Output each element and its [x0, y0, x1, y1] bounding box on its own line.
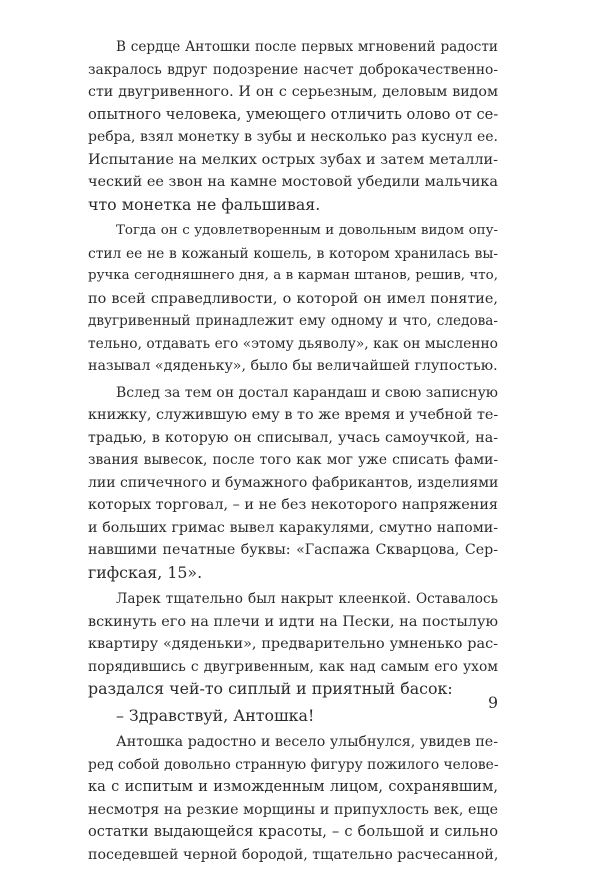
text-line: книжку, служившую ему в то же время и учебной те-: [88, 407, 499, 423]
text-line: опытного человека, умеющего отличить олово от се-: [88, 105, 499, 123]
text-line: называл «дяденьку», было бы величайшей глупостью.: [88, 358, 498, 374]
paragraph: [88, 220, 498, 378]
paragraph: [88, 705, 498, 728]
paragraph: [88, 588, 498, 701]
text-line: звания вывесок, после того как мог уже списать фами-: [88, 452, 498, 468]
text-line: и больших гримас вывел каракулями, смутно напоми-: [88, 519, 498, 536]
text-line: несмотря на резкие морщины и припухлость век, еще: [88, 801, 498, 818]
text-line: традью, в которую он списывал, учась самоучкой, на-: [88, 429, 498, 446]
text-line: Ларек тщательно был накрыт клеенкой. Оставалось: [116, 591, 498, 607]
paragraph: [88, 731, 498, 866]
text-line: квартиру «дяденьки», предварительно умненько рас-: [88, 636, 498, 652]
text-line: поседевшей черной бородой, тщательно расчесанной,: [88, 846, 499, 863]
text-line: ребра, взял монетку в зубы и несколько раз куснул ее.: [88, 129, 498, 145]
text-line: которых торговал, – и не без некоторого напряжения: [88, 497, 498, 513]
text-line: Антошка радостно и весело улыбнулся, увидев пе-: [116, 734, 498, 750]
text-line: раздался чей-то сиплый и приятный басок:: [88, 679, 453, 698]
text-line: гифская, 15».: [88, 562, 203, 582]
page-number: 9: [487, 693, 498, 712]
text-line: по всей справедливости, о которой он имел понятие,: [88, 290, 498, 307]
text-line: стил ее не в кожаный кошель, в котором хранилась вы-: [88, 245, 498, 262]
text-line: ка с испитым и изможденным лицом, сохранявшим,: [88, 778, 498, 795]
text-line: ческий ее звон на камне мостовой убедили мальчика: [88, 174, 498, 190]
text-line: Испытание на мелких острых зубах и затем металли-: [88, 151, 498, 168]
text-line: что монетка не фальшивая.: [88, 194, 321, 214]
text-line: тельно, отдавать его «этому дьяволу», как он мысленно: [88, 335, 498, 352]
text-line: навшими печатные буквы: «Гаспажа Скварцова, Сер-: [88, 542, 498, 558]
text-line: двугривенный принадлежит ему одному и что, следова-: [88, 313, 498, 329]
text-line: сти двугривенного. И он с серьезным, деловым видом: [88, 84, 498, 100]
text-line: Тогда он с удовлетворенным и довольным видом опу-: [116, 223, 498, 238]
text-line: ред собой довольно странную фигуру пожилого челове-: [88, 756, 499, 773]
text-line: – Здравствуй, Антошка!: [116, 705, 315, 725]
text-line: вскинуть его на плечи и идти на Пески, на постылую: [88, 613, 498, 630]
paragraph: [88, 382, 498, 585]
text-line: остатки выдающейся красоты, – с большой и сильно: [88, 823, 498, 840]
text-line: закралось вдруг подозрение насчет доброкачественно-: [88, 61, 498, 78]
text-line: порядившись с двугривенным, как над самым его ухом: [88, 658, 498, 675]
text-line: ручка сегодняшнего дня, а в карман штанов, решив, что,: [88, 268, 498, 283]
body-text: [88, 36, 498, 870]
text-line: лии спичечного и бумажного фабрикантов, изделиями: [88, 474, 499, 491]
text-line: В сердце Антошки после первых мгновений радости: [116, 39, 498, 55]
text-line: Вслед за тем он достал карандаш и свою записную: [116, 384, 498, 401]
paragraph: [88, 36, 498, 216]
